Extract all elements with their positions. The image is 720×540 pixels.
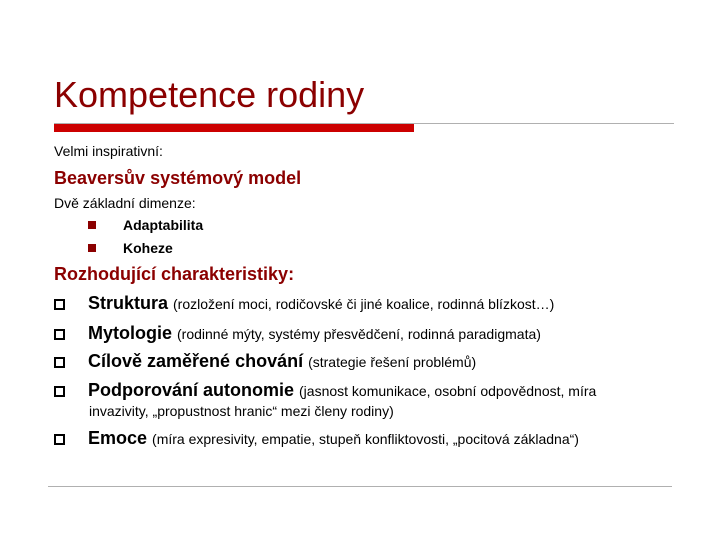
dimension-item: [88, 217, 203, 233]
characteristic-item: [54, 428, 579, 449]
characteristic-desc: (jasnost komunikace, osobní odpovědnost, míra: [299, 383, 597, 399]
characteristic-term: Struktura: [88, 293, 169, 313]
model-heading: Beaversův systémový model: [54, 168, 302, 188]
characteristic-item: [54, 323, 541, 344]
characteristic-item: [54, 293, 554, 314]
hollow-square-icon: [54, 386, 65, 397]
filled-square-icon: [88, 221, 96, 229]
characteristic-desc: (strategie řešení problémů): [308, 354, 477, 370]
characteristic-item: [54, 351, 476, 372]
hollow-square-icon: [54, 434, 65, 445]
dimensions-intro: Dvě základní dimenze:: [54, 195, 196, 211]
dimension-label: Koheze: [123, 240, 173, 256]
characteristic-desc: (míra expresivity, empatie, stupeň konfliktovosti, „pocitová základna“): [152, 431, 579, 447]
characteristic-term: Podporování autonomie: [88, 380, 295, 400]
hollow-square-icon: [54, 357, 65, 368]
dimension-label: Adaptabilita: [123, 217, 204, 233]
filled-square-icon: [88, 244, 96, 252]
slide-title: Kompetence rodiny: [54, 74, 365, 115]
characteristic-term: Mytologie: [88, 323, 172, 343]
bottom-divider: [48, 486, 672, 487]
intro-text: Velmi inspirativní:: [54, 143, 163, 159]
characteristic-desc-continuation: invazivity, „propustnost hranic“ mezi členy rodiny): [89, 403, 394, 419]
characteristic-desc: (rodinné mýty, systémy přesvědčení, rodinná paradigmata): [177, 326, 541, 342]
hollow-square-icon: [54, 329, 65, 340]
dimension-item: [88, 240, 173, 256]
characteristics-heading: Rozhodující charakteristiky:: [54, 264, 295, 284]
characteristic-item: [54, 380, 596, 401]
title-accent-bar: [54, 124, 414, 132]
characteristic-term: Cílově zaměřené chování: [88, 351, 304, 371]
characteristic-term: Emoce: [88, 428, 148, 448]
characteristic-desc: (rozložení moci, rodičovské či jiné koalice, rodinná blízkost…): [173, 296, 555, 312]
hollow-square-icon: [54, 299, 65, 310]
